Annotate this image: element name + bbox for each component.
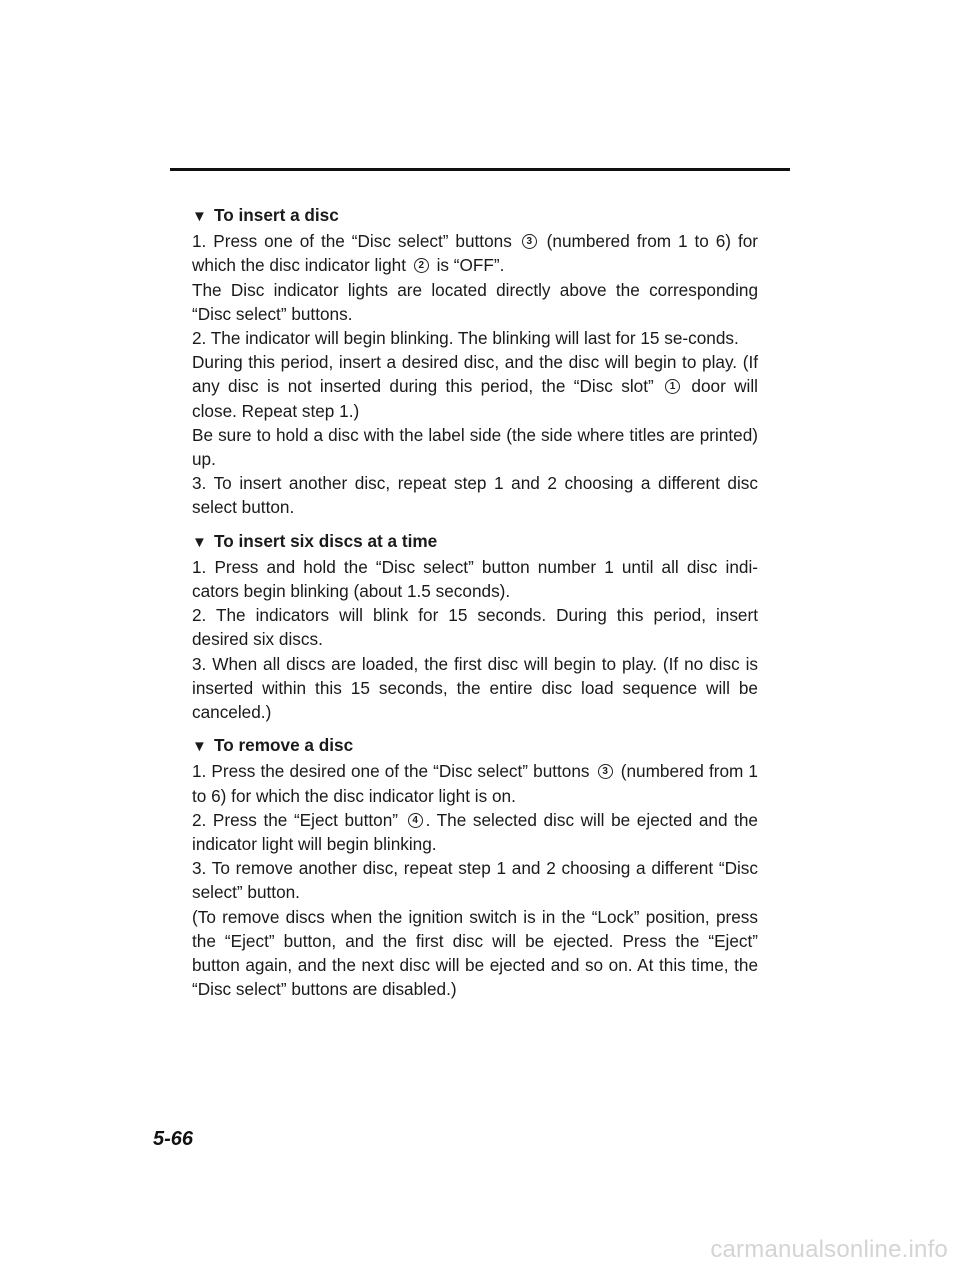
- paragraph: 1. Press and hold the “Disc select” button number 1 until all disc indi-cators begin blinking (about 1.5 seconds).: [192, 556, 758, 602]
- paragraph: 2. The indicator will begin blinking. The blinking will last for 15 se-conds.: [192, 328, 739, 349]
- callout-number: 3: [522, 234, 537, 249]
- page-content: [192, 203, 758, 1011]
- section-insert-six-discs: [192, 529, 758, 725]
- section-heading: [192, 203, 758, 229]
- paragraph: 2. Press the “Eject button” 4 . The selected disc will be ejected and the indicator light will begin blinking.: [192, 809, 758, 855]
- paragraph: Be sure to hold a disc with the label side (the side where titles are printed) up.: [192, 424, 758, 470]
- paragraph: The Disc indicator lights are located directly above the corresponding “Disc select” buttons.: [192, 279, 758, 324]
- heading-text: To remove a disc: [214, 735, 354, 756]
- watermark: carmanualsonline.info: [710, 1236, 948, 1263]
- page-number: 5-66: [153, 1128, 194, 1150]
- paragraph: 3. When all discs are loaded, the first disc will begin to play. (If no disc is inserted within this 15 seconds, the entire disc load sequence will be canceled.): [192, 653, 758, 723]
- section-heading: [192, 733, 758, 759]
- heading-text: To insert a disc: [214, 205, 339, 225]
- heading-text: To insert six discs at a time: [214, 530, 438, 551]
- paragraph: 1. Press the desired one of the “Disc select” buttons 3 (numbered from 1 to 6) for which the disc indicator light is on.: [192, 761, 758, 806]
- callout-number: 3: [598, 764, 613, 779]
- paragraph: (To remove discs when the ignition switch is in the “Lock” position, press the “Eject” button, and the first disc will be ejected. Press the “Eject” button again, and the next disc will be ejected and so on. At this time, the “Disc select” buttons are disabled.): [192, 906, 758, 1000]
- section-heading: [192, 529, 758, 555]
- triangle-marker-icon: ▼: [192, 208, 207, 225]
- callout-number: 1: [665, 379, 680, 394]
- callout-number: 2: [414, 258, 429, 273]
- paragraph: 3. To insert another disc, repeat step 1 and 2 choosing a different disc select button.: [192, 473, 758, 518]
- callout-number: 4: [408, 813, 423, 828]
- top-rule: [170, 168, 790, 171]
- paragraph: During this period, insert a desired disc, and the disc will begin to play. (If any disc is not inserted during this period, the “Disc slot” 1 door will close. Repeat step 1.): [192, 352, 758, 421]
- paragraph: 3. To remove another disc, repeat step 1 and 2 choosing a different “Disc select” button.: [192, 858, 758, 903]
- section-remove-disc: [192, 733, 758, 1001]
- paragraph: 2. The indicators will blink for 15 seconds. During this period, insert desired six discs.: [192, 605, 758, 650]
- paragraph: 1. Press one of the “Disc select” buttons 3 (numbered from 1 to 6) for which the disc indicator light 2 is “OFF”.: [192, 231, 759, 276]
- section-insert-disc: [192, 203, 758, 520]
- triangle-marker-icon: ▼: [192, 533, 207, 551]
- triangle-marker-icon: ▼: [192, 738, 207, 756]
